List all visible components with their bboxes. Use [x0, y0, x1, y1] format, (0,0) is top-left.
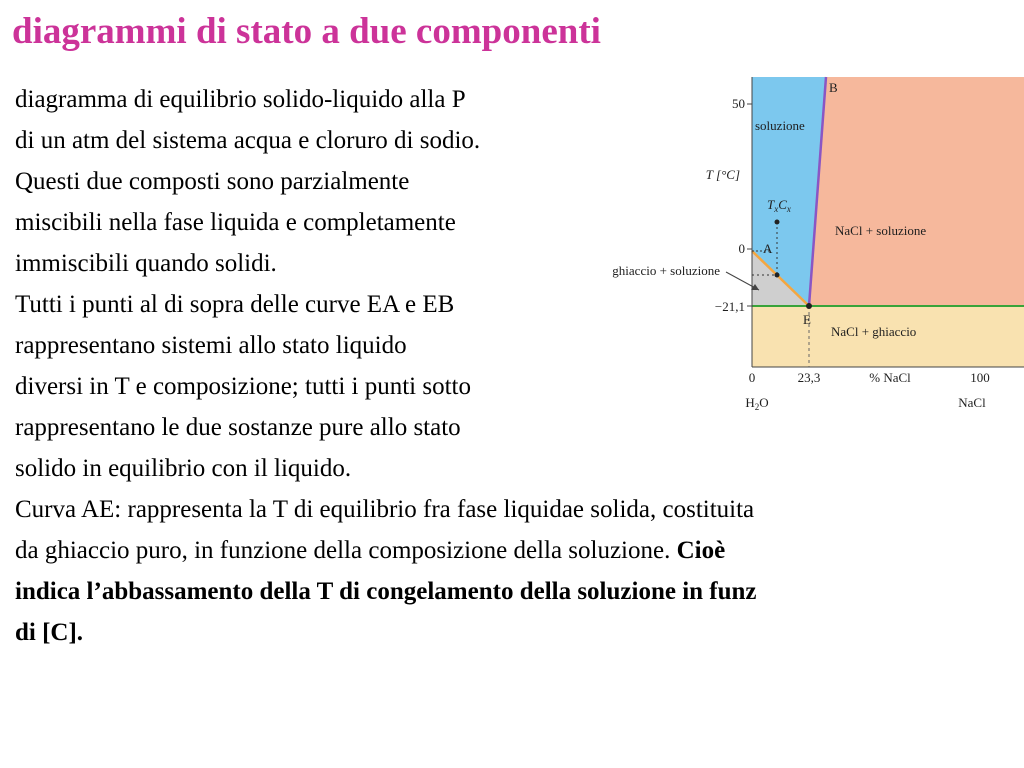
txcx-c-sub: x: [786, 204, 791, 214]
point-label-e: E: [803, 312, 811, 327]
x-tick-label-100: 100: [970, 370, 990, 385]
x-left-compound-subscript: 2: [754, 402, 760, 412]
x-tick-label-0: 0: [748, 370, 756, 385]
curve-ae-bold-start: Cioè: [676, 537, 726, 564]
eutectic-point: [806, 303, 812, 309]
point-label-a: A: [763, 241, 773, 256]
curve-ae-line-3: indica l’abbassamento della T di congelamento della soluzione in funz: [15, 578, 757, 605]
x-left-compound-h: H: [745, 395, 755, 410]
body-line-8: diversi in T e composizione; tutti i punti sotto: [15, 373, 471, 400]
txcx-t: T: [767, 197, 775, 212]
body-line-5: immiscibili quando solidi.: [15, 250, 277, 277]
region-nacl-solution: [809, 77, 1024, 306]
y-tick-label-50: 50: [732, 96, 745, 111]
x-left-compound-o: O: [759, 395, 769, 410]
slide-title: diagrammi di stato a due componenti: [12, 11, 601, 52]
x-left-compound: [745, 395, 768, 412]
curve-ae-normal-text: da ghiaccio puro, in funzione della composizione della soluzione.: [15, 537, 677, 564]
body-line-6: Tutti i punti al di sopra delle curve EA e EB: [15, 291, 455, 318]
body-line-7: rappresentano sistemi allo stato liquido: [15, 332, 407, 359]
txcx-point-bottom: [775, 273, 780, 278]
txcx-t-sub: x: [774, 204, 779, 214]
body-line-10: solido in equilibrio con il liquido.: [15, 455, 352, 482]
region-label-ice-solution: ghiaccio + soluzione: [612, 263, 720, 278]
txcx-c: C: [778, 197, 787, 212]
body-line-4: miscibili nella fase liquida e completamente: [15, 209, 456, 236]
x-right-compound: NaCl: [958, 395, 986, 410]
curve-ae-line-2: [15, 538, 725, 563]
body-line-3: Questi due composti sono parzialmente: [15, 168, 410, 195]
x-tick-label-23-3: 23,3: [797, 370, 821, 385]
point-label-b: B: [829, 80, 838, 95]
y-axis-label: T [°C]: [705, 167, 740, 182]
region-label-nacl-solution: NaCl + soluzione: [835, 223, 927, 238]
y-tick-label-0: 0: [738, 241, 745, 256]
x-axis-label: % NaCl: [869, 370, 911, 385]
phase-diagram: [580, 75, 1024, 425]
curve-ae-line-1: Curva AE: rappresenta la T di equilibrio fra fase liquidae solida, costituita: [15, 496, 755, 523]
y-tick-label-eutectic: −21,1: [714, 299, 745, 314]
body-line-9: rappresentano le due sostanze pure allo stato: [15, 414, 461, 441]
body-line-1: diagramma di equilibrio solido-liquido alla P: [15, 86, 466, 113]
curve-ae-line-4: di [C].: [15, 619, 84, 646]
region-label-nacl-ice: NaCl + ghiaccio: [831, 324, 917, 339]
txcx-point-top: [775, 220, 780, 225]
body-line-2: di un atm del sistema acqua e cloruro di sodio.: [15, 127, 481, 154]
region-label-solution: soluzione: [755, 118, 805, 133]
